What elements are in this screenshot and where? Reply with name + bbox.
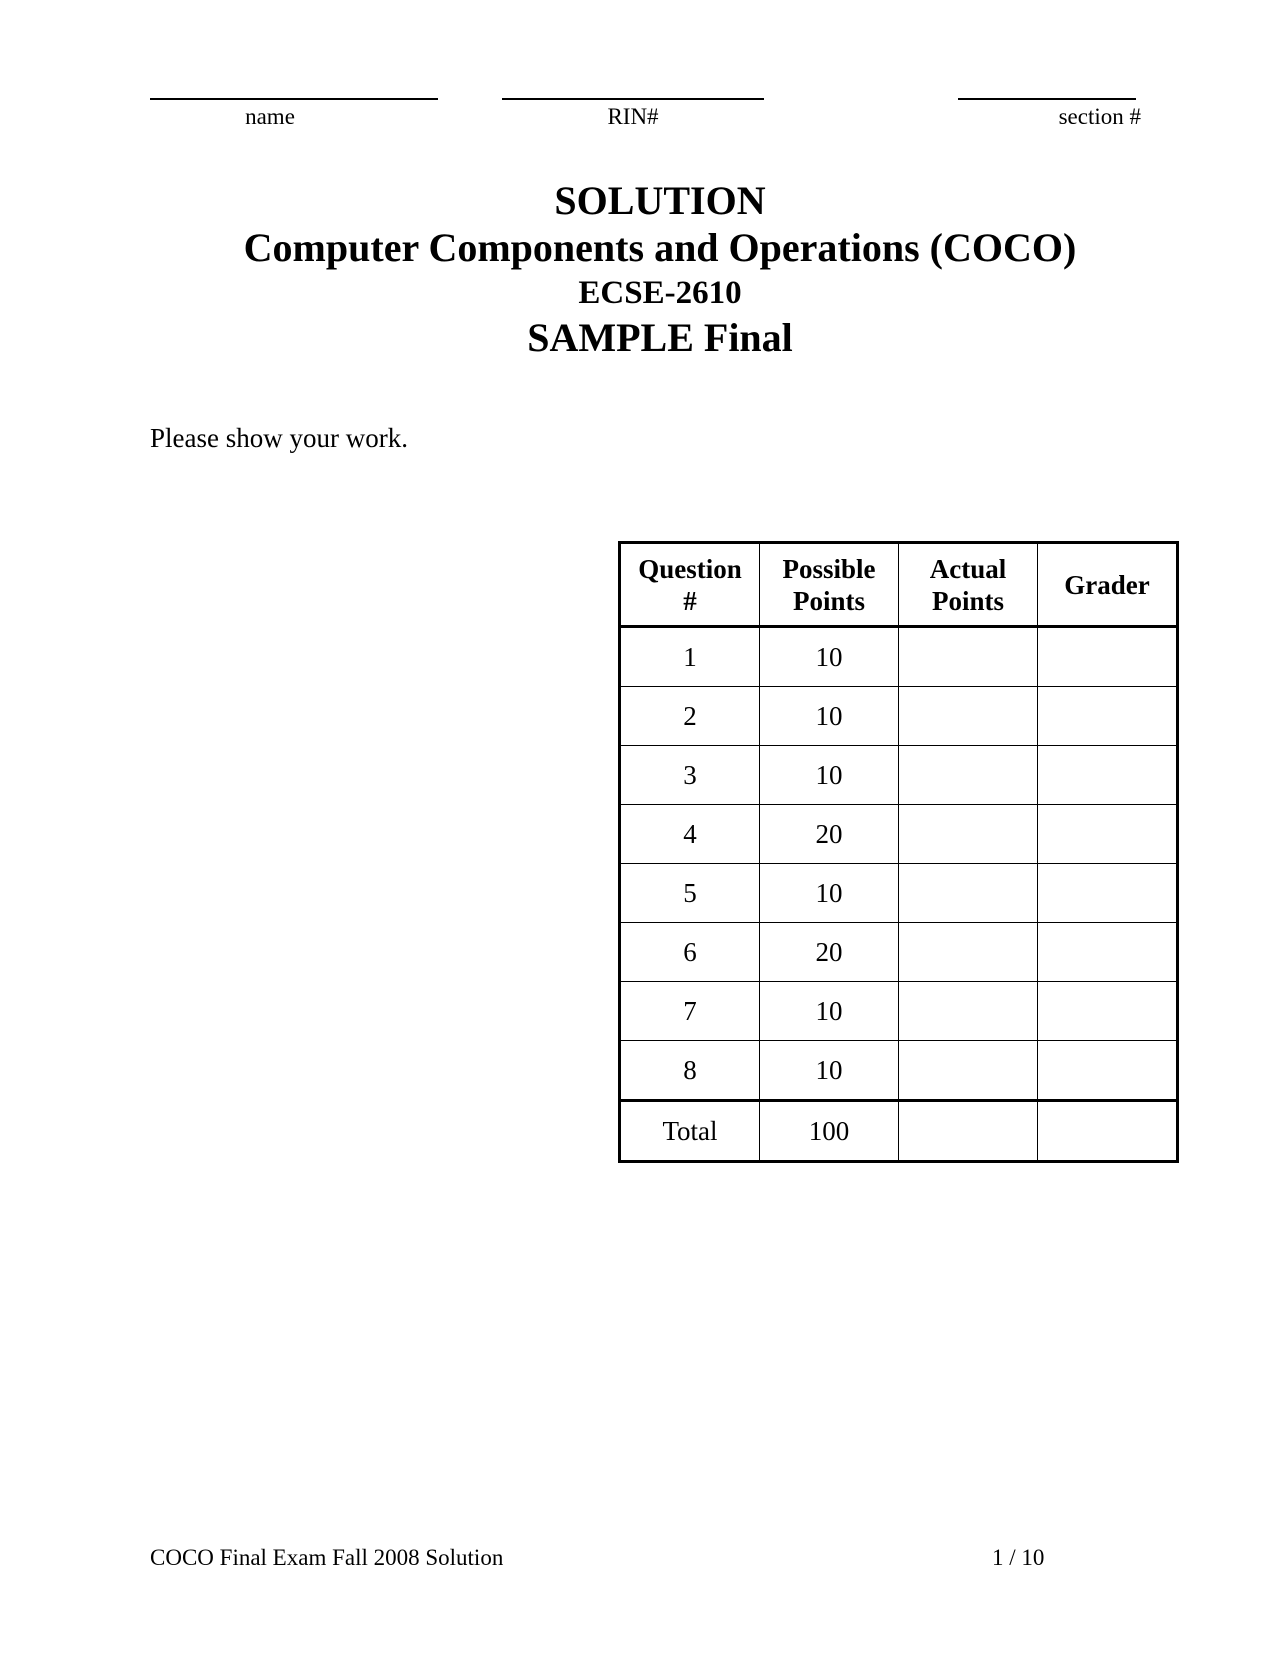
actual-points-cell[interactable]: [899, 982, 1038, 1041]
title-solution: SOLUTION: [554, 178, 766, 223]
table-row: [620, 923, 1178, 982]
grader-cell[interactable]: [1038, 687, 1178, 746]
possible-points: 10: [760, 1041, 899, 1101]
table-row: [620, 864, 1178, 923]
possible-points: 10: [760, 864, 899, 923]
section-label: section #: [1058, 104, 1141, 129]
table-row: [620, 982, 1178, 1041]
header-grader: Grader: [1038, 543, 1178, 627]
possible-points: 20: [760, 923, 899, 982]
title-exam: SAMPLE Final: [527, 315, 793, 360]
header-question-line2: #: [683, 585, 697, 616]
question-number: 7: [620, 982, 760, 1041]
question-number: 5: [620, 864, 760, 923]
title-block: [0, 178, 1280, 362]
name-label: name: [245, 104, 295, 129]
rin-label: RIN#: [607, 104, 659, 129]
question-number: 2: [620, 687, 760, 746]
possible-points: 10: [760, 627, 899, 687]
possible-points: 10: [760, 687, 899, 746]
name-field[interactable]: [150, 80, 438, 130]
header-possible-points: [760, 543, 899, 627]
table-row: [620, 627, 1178, 687]
actual-points-cell[interactable]: [899, 746, 1038, 805]
header-possible-line1: Possible: [782, 553, 876, 584]
table-row: [620, 746, 1178, 805]
actual-points-cell[interactable]: [899, 805, 1038, 864]
header-question-line1: Question: [638, 553, 742, 584]
total-actual-points-cell[interactable]: [899, 1101, 1038, 1162]
possible-points: 20: [760, 805, 899, 864]
footer-title: COCO Final Exam Fall 2008 Solution: [150, 1545, 504, 1570]
grader-cell[interactable]: [1038, 1041, 1178, 1101]
rin-field[interactable]: [502, 80, 764, 130]
header-actual-points: [899, 543, 1038, 627]
actual-points-cell[interactable]: [899, 923, 1038, 982]
section-blank-line: [958, 80, 1136, 100]
total-label: Total: [620, 1101, 760, 1162]
page-number: 1 / 10: [992, 1545, 1045, 1570]
name-blank-line: [150, 80, 438, 100]
question-number: 4: [620, 805, 760, 864]
header-actual-line2: Points: [931, 585, 1004, 616]
table-row: [620, 687, 1178, 746]
grader-cell[interactable]: [1038, 982, 1178, 1041]
possible-points: 10: [760, 746, 899, 805]
grader-cell[interactable]: [1038, 627, 1178, 687]
actual-points-cell[interactable]: [899, 687, 1038, 746]
grader-cell[interactable]: [1038, 923, 1178, 982]
possible-points: 10: [760, 982, 899, 1041]
section-field[interactable]: [958, 80, 1141, 130]
grade-table-header-row: [620, 543, 1178, 627]
grader-cell[interactable]: [1038, 805, 1178, 864]
title-course: Computer Components and Operations (COCO): [243, 225, 1077, 270]
header-actual-line1: Actual: [929, 553, 1007, 584]
actual-points-cell[interactable]: [899, 864, 1038, 923]
grader-cell[interactable]: [1038, 864, 1178, 923]
header-possible-line2: Points: [792, 585, 865, 616]
question-number: 3: [620, 746, 760, 805]
header-question: [620, 543, 760, 627]
total-grader-cell[interactable]: [1038, 1101, 1178, 1162]
question-number: 8: [620, 1041, 760, 1101]
question-number: 6: [620, 923, 760, 982]
table-row: [620, 805, 1178, 864]
question-number: 1: [620, 627, 760, 687]
instructions: Please show your work.: [150, 423, 408, 453]
total-possible-points: 100: [760, 1101, 899, 1162]
table-row: [620, 1041, 1178, 1101]
title-course-code: ECSE-2610: [578, 275, 742, 311]
grader-cell[interactable]: [1038, 746, 1178, 805]
grade-table: [618, 541, 1179, 1163]
rin-blank-line: [502, 80, 764, 100]
actual-points-cell[interactable]: [899, 1041, 1038, 1101]
actual-points-cell[interactable]: [899, 627, 1038, 687]
total-row: [620, 1101, 1178, 1162]
